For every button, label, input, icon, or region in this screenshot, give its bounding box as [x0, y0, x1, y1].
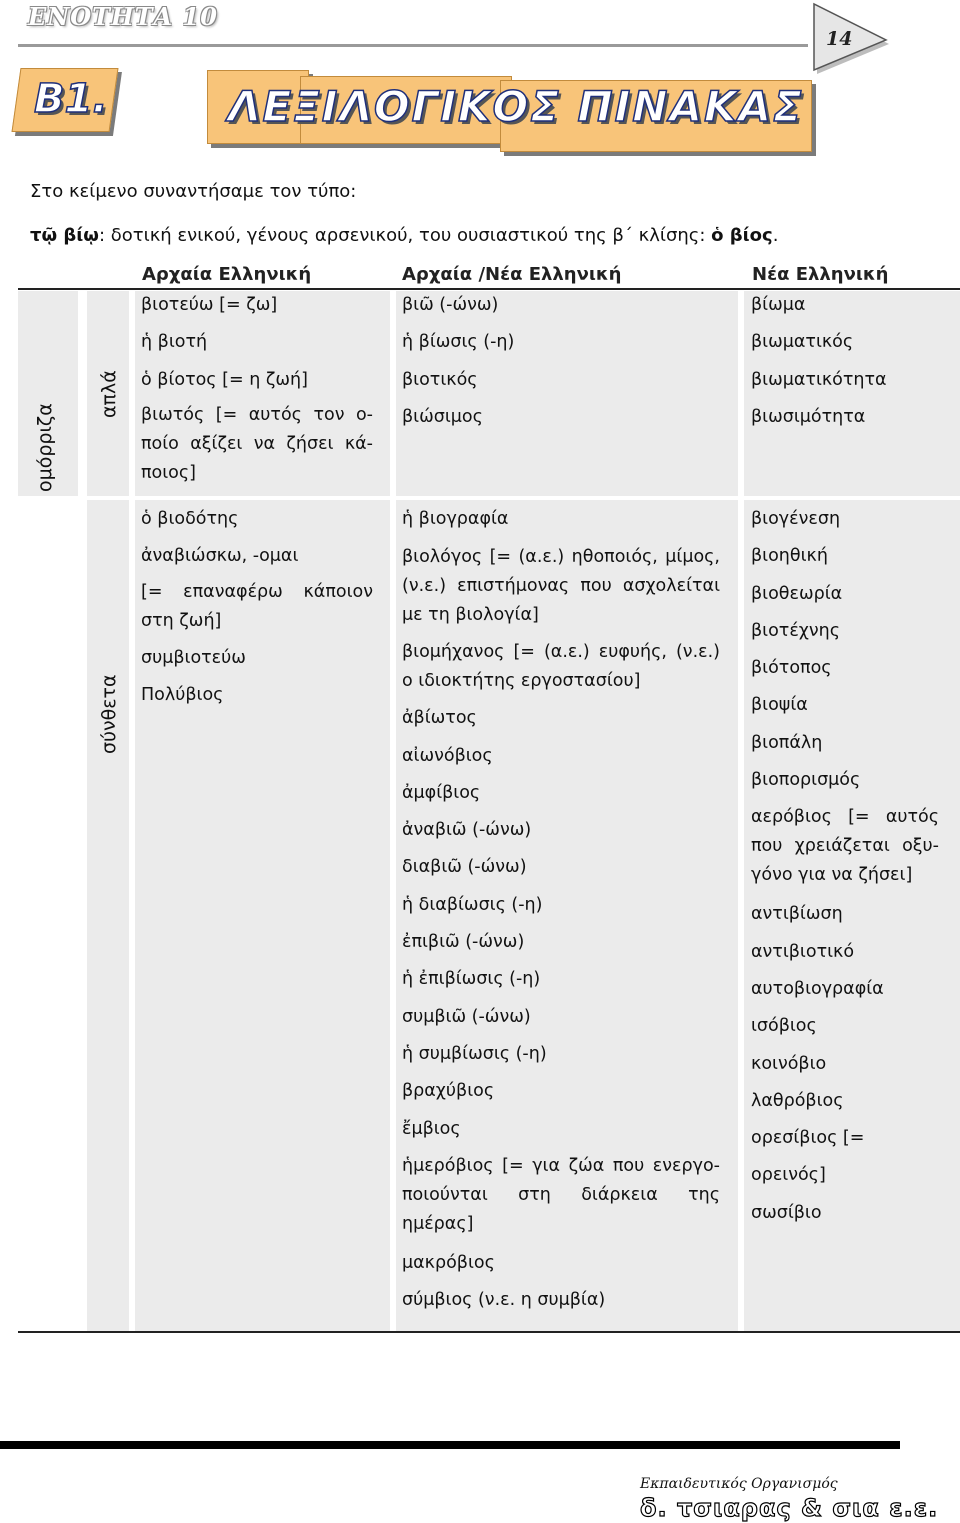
list-item: βιομήχανος [= (α.ε.) ευφυής, (ν.ε.) ο ιδιοκτήτης εργοστασίου]: [402, 642, 720, 692]
list-item: ἀναβιώσκω, -ομαι: [141, 546, 299, 567]
list-item: ἡμερόβιος [= για ζώα που ενεργο-ποιούνται στη διάρκεια της ημέρας]: [402, 1155, 720, 1234]
list-item: βιῶ (-ώνω): [402, 295, 499, 315]
list-item: κοινόβιο: [751, 1053, 827, 1074]
intro-term: τῷ βίῳ: [30, 225, 99, 246]
page-number: 14: [826, 28, 853, 50]
list-item: διαβιῶ (-ώνω): [402, 857, 527, 878]
intro-description: : δοτική ενικού, γένους αρσενικού, του ουσιαστικού της β΄ κλίσης:: [98, 225, 712, 246]
simple-ancient-list: [141, 287, 373, 492]
list-item: ἡ διαβίωσις (-η): [402, 894, 543, 915]
list-item: ισόβιος: [751, 1016, 817, 1037]
list-item: βιοηθική: [751, 546, 828, 567]
row-label-compound: σύνθετα: [98, 674, 120, 754]
list-item: αἰωνόβιος: [402, 745, 493, 766]
row-label-simple: απλά: [98, 370, 120, 418]
list-item: βιότοπος: [751, 658, 832, 679]
list-item: βιώσιμος: [402, 406, 483, 427]
list-item: ὁ βίοτος [= η ζωή]: [141, 369, 308, 390]
list-item: βιογένεση: [751, 509, 841, 529]
list-item: βιωτός [= αυτός τον ο-ποίο αξίζει να ζήσει κά-ποιος]: [141, 404, 373, 483]
simple-ancient-modern-list: [402, 287, 722, 436]
list-item: βραχύβιος: [402, 1081, 495, 1102]
page-title: ΛΕΞΙΛΟΓΙΚΟΣ ΠΙΝΑΚΑΣ: [228, 82, 804, 131]
list-item: αυτοβιογραφία: [751, 978, 884, 999]
footer-org-label: Εκπαιδευτικός Οργανισμός: [640, 1476, 838, 1492]
list-item: βιοτεύω [= ζω]: [141, 295, 278, 315]
list-item: συμβιῶ (-ώνω): [402, 1006, 531, 1027]
list-item: [= επαναφέρω κάποιον στη ζωή]: [141, 581, 373, 631]
simple-modern-list: [751, 287, 941, 436]
list-item: βιολόγος [= (α.ε.) ηθοποιός, μίμος, (ν.ε.) επιστήμονας που ασχολείται με τη βιολογία]: [402, 547, 720, 626]
list-item: βιοτέχνης: [751, 620, 841, 641]
list-item: ἡ βιοτή: [141, 332, 208, 353]
list-item: βιοψία: [751, 695, 808, 716]
group-label: ομόρριζα: [34, 403, 56, 492]
list-item: μακρόβιος: [402, 1252, 495, 1273]
list-item: βιοτικός: [402, 369, 478, 390]
list-item: βιοπορισμός: [751, 770, 861, 791]
section-code: B1.: [34, 76, 108, 122]
list-item: ἡ βιογραφία: [402, 509, 509, 529]
list-item: ἀναβιῶ (-ώνω): [402, 820, 532, 841]
footer-org-name: δ. τσιαρας & σια ε.ε.: [640, 1494, 939, 1522]
list-item: λαθρόβιος: [751, 1090, 844, 1111]
list-item: ὁ βιοδότης: [141, 509, 239, 529]
list-item: ἡ συμβίωσις (-η): [402, 1043, 547, 1064]
list-item: Πολύβιος: [141, 684, 224, 705]
list-item: βίωμα: [751, 295, 806, 315]
list-item: αντιβίωση: [751, 904, 843, 925]
intro-line-1: Στο κείμενο συναντήσαμε τον τύπο:: [30, 181, 357, 202]
list-item: βιωσιμότητα: [751, 406, 866, 427]
intro-line-2: τῷ βίῳ: δοτική ενικού, γένους αρσενικού, του ουσιαστικού της β΄ κλίσης: ὁ βίος.: [30, 225, 779, 246]
list-item: ἔμβιος: [402, 1118, 461, 1139]
column-header-modern: Νέα Ελληνική: [752, 264, 889, 285]
list-item: βιωματικός: [751, 332, 854, 353]
column-header-ancient-modern: Αρχαία /Νέα Ελληνική: [402, 264, 622, 285]
list-item: συμβιοτεύω: [141, 647, 246, 668]
list-item: αερόβιος [= αυτός που χρειάζεται οξυ-γόνο για να ζήσει]: [751, 807, 939, 886]
list-item: βιωματικότητα: [751, 369, 887, 390]
intro-noun: ὁ βίος: [711, 225, 773, 246]
column-header-ancient: Αρχαία Ελληνική: [142, 264, 312, 285]
list-item: ἐπιβιῶ (-ώνω): [402, 932, 525, 953]
list-item: σωσίβιο: [751, 1202, 822, 1223]
list-item: ἡ βίωσις (-η): [402, 332, 515, 353]
list-item: ἀμφίβιος: [402, 782, 481, 803]
list-item: σύμβιος (ν.ε. η συμβία): [402, 1290, 606, 1311]
table-bottom-rule: [18, 1331, 960, 1333]
list-item: ἀβίωτος: [402, 708, 477, 729]
compound-ancient-modern-list: [402, 501, 720, 1319]
list-item: ορεσίβιος [= ορεινός]: [751, 1128, 865, 1186]
compound-modern-list: [751, 501, 939, 1232]
section-label: ΕΝΟΤΗΤΑ 10: [28, 2, 218, 31]
footer-rule: [0, 1441, 900, 1449]
row-label-cell-compound: [87, 500, 129, 1332]
compound-ancient-list: [141, 501, 373, 714]
header-rule: [18, 44, 808, 47]
list-item: ἡ ἐπιβίωσις (-η): [402, 969, 541, 990]
list-item: αντιβιοτικό: [751, 941, 855, 962]
list-item: βιοθεωρία: [751, 583, 843, 604]
list-item: βιοπάλη: [751, 732, 823, 753]
